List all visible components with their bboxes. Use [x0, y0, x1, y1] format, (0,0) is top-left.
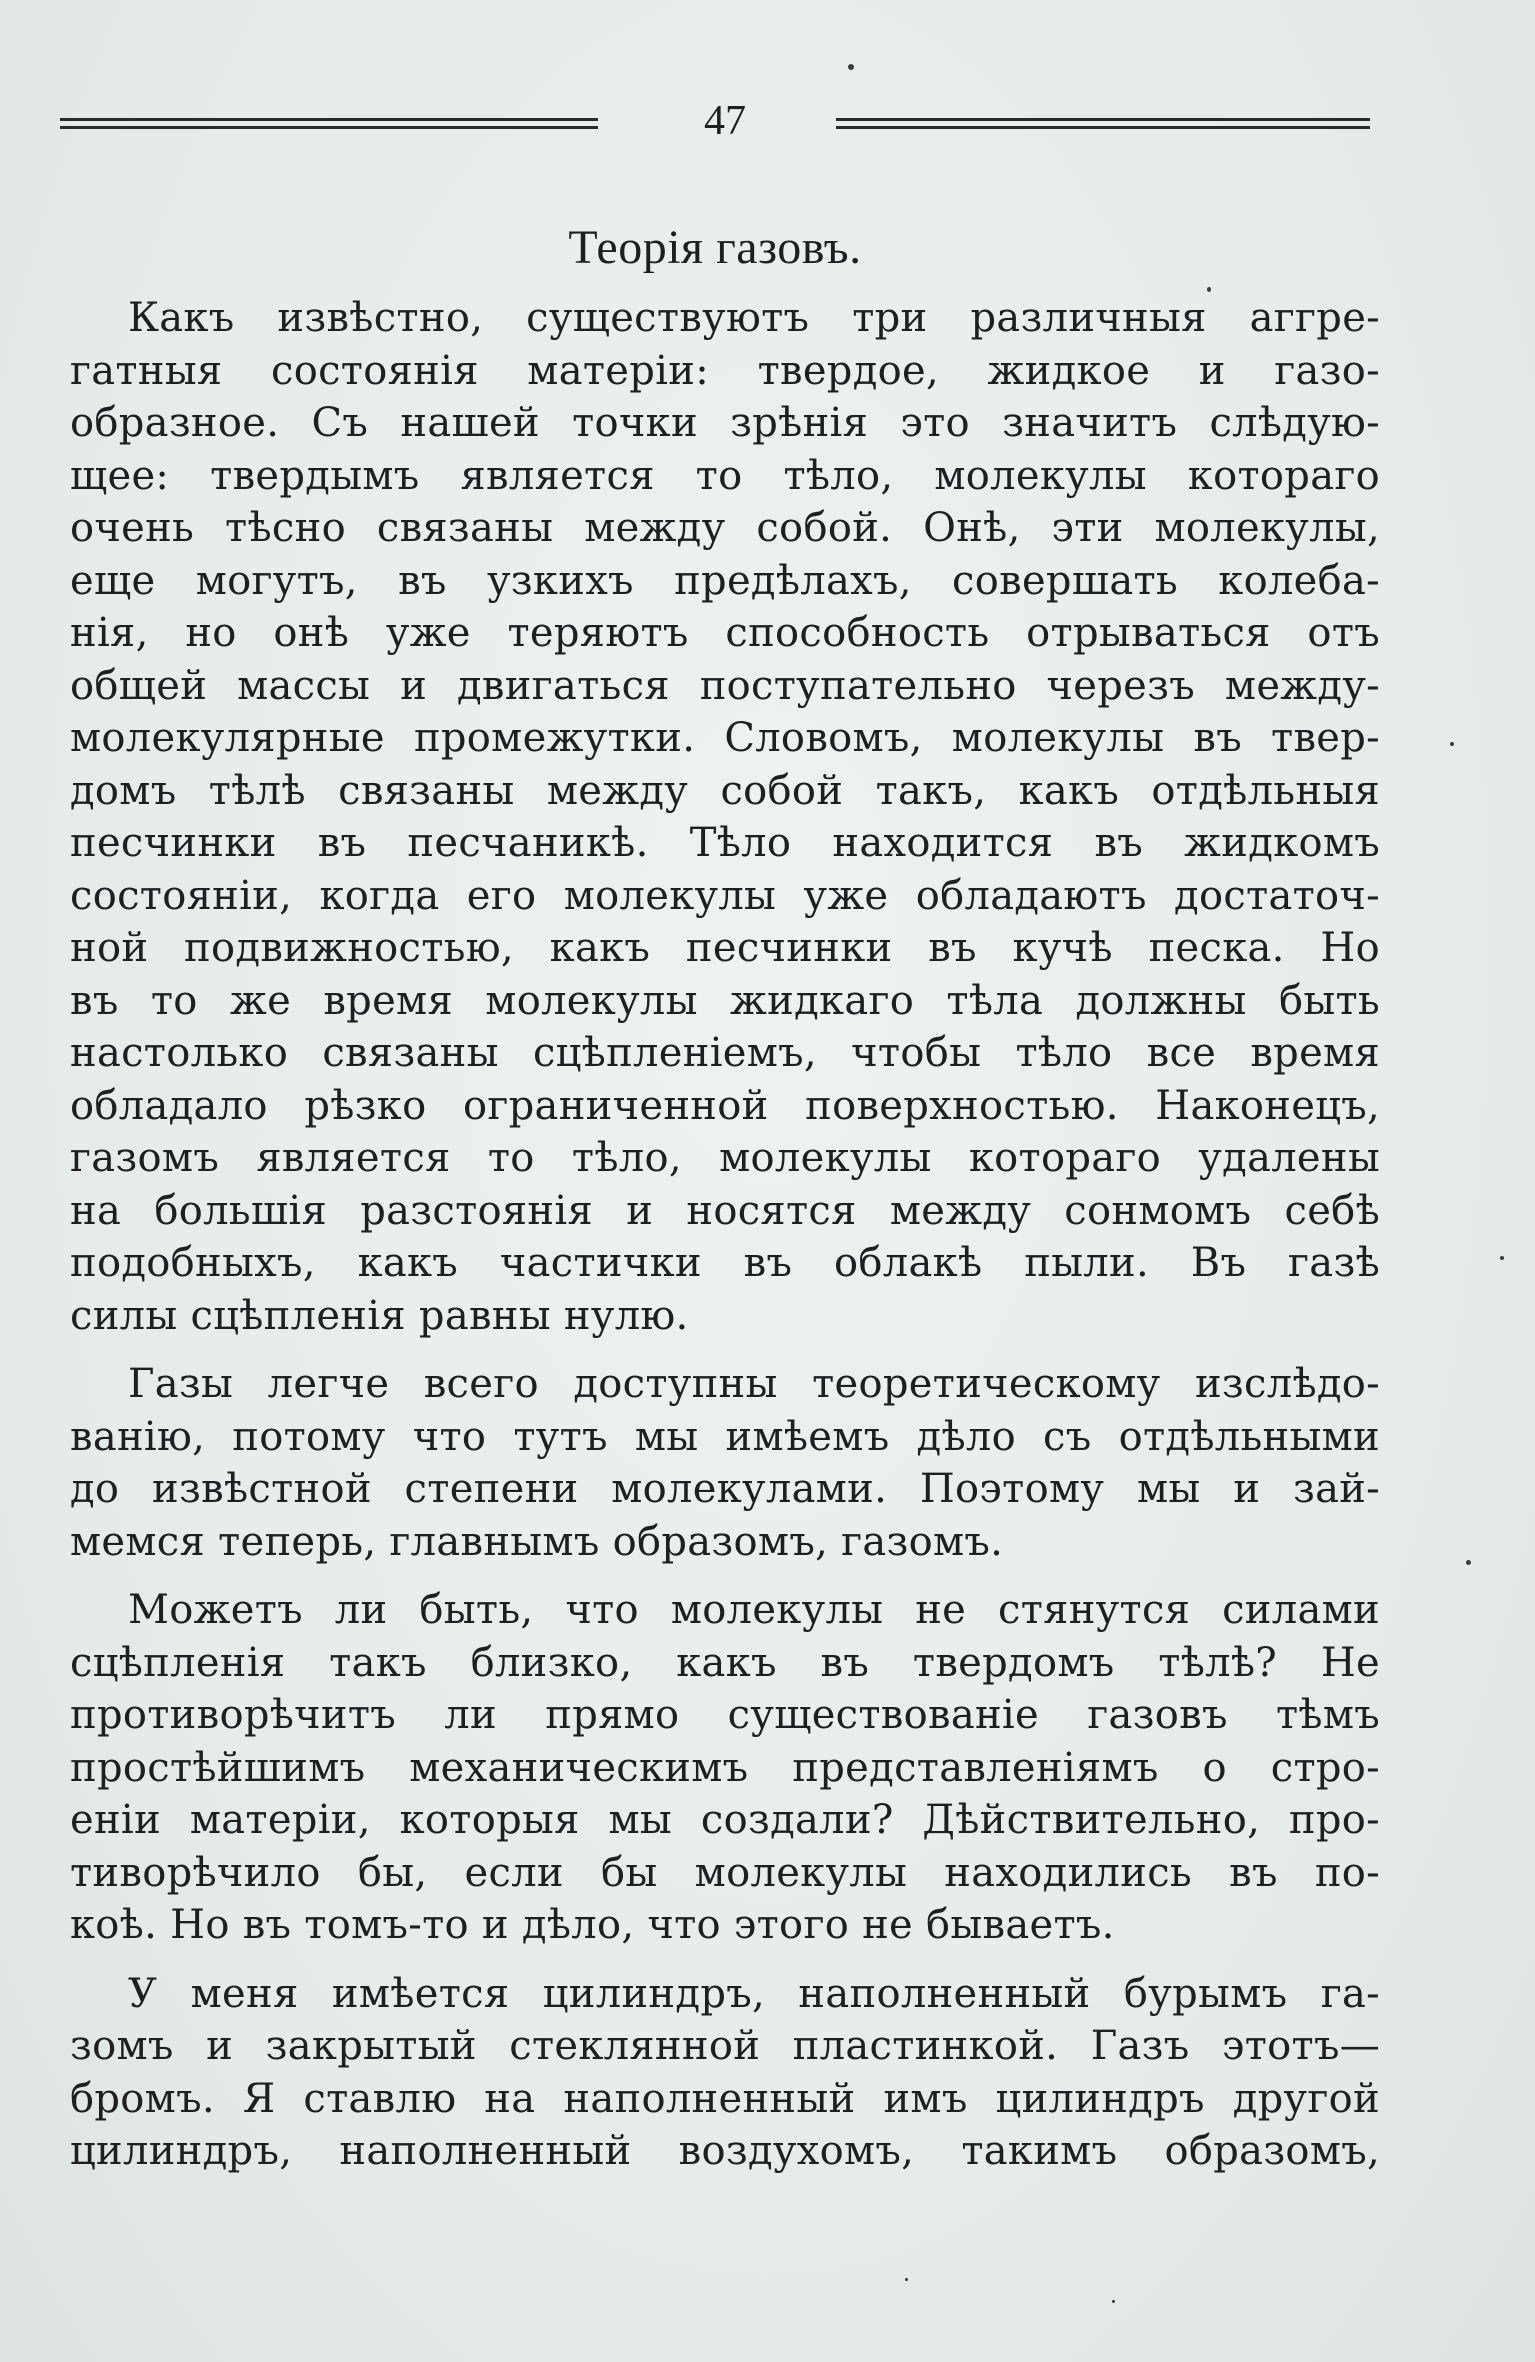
- text-line: ной подвижностью, какъ песчинки въ кучѣ песка. Но: [70, 925, 1380, 971]
- text-line: общей массы и двигаться поступательно черезъ между-: [70, 662, 1380, 709]
- paper-speck: [1450, 742, 1454, 746]
- text-line: газомъ является то тѣло, молекулы котораго удалены: [70, 1135, 1380, 1181]
- text-line: коѣ. Но въ томъ-то и дѣло, что этого не бываетъ.: [70, 1902, 1115, 1948]
- text-line: на большія разстоянія и носятся между сонмомъ себѣ: [70, 1187, 1380, 1234]
- text-line: простѣйшимъ механическимъ представленіямъ о стро-: [70, 1744, 1380, 1791]
- header-rule-left: [60, 118, 598, 121]
- text-line: гатныя состоянія матеріи: твердое, жидкое и газо-: [70, 347, 1380, 394]
- text-line: молекулярные промежутки. Словомъ, молекулы въ твер-: [70, 715, 1380, 761]
- paragraph-3: [70, 1584, 1380, 1952]
- text-line: силы сцѣпленія равны нулю.: [70, 1292, 689, 1339]
- text-line: до извѣстной степени молекулами. Поэтому мы и зай-: [70, 1466, 1380, 1512]
- text-line: бромъ. Я ставлю на наполненный имъ цилиндръ другой: [70, 2075, 1380, 2122]
- text-line: въ то же время молекулы жидкаго тѣла должны быть: [70, 977, 1380, 1024]
- chapter-title: Теорія газовъ.: [568, 221, 862, 274]
- text-line: домъ тѣлѣ связаны между собой такъ, какъ отдѣльныя: [70, 767, 1380, 814]
- paper-speck: [1466, 1560, 1471, 1565]
- paper-speck: [848, 64, 854, 70]
- paragraph-2: [70, 1358, 1380, 1568]
- text-line: Можетъ ли быть, что молекулы не стянутся силами: [128, 1587, 1380, 1633]
- paper-speck: [905, 2278, 908, 2281]
- text-line: образное. Съ нашей точки зрѣнія это значитъ слѣдую-: [70, 400, 1380, 446]
- text-line: настолько связаны сцѣпленіемъ, чтобы тѣло все время: [70, 1030, 1380, 1076]
- text-line: еніи матеріи, которыя мы создали? Дѣйствительно, про-: [70, 1797, 1380, 1843]
- paper-speck: [1112, 2300, 1115, 2303]
- text-line: очень тѣсно связаны между собой. Онѣ, эти молекулы,: [70, 505, 1380, 551]
- text-line: щее: твердымъ является то тѣло, молекулы котораго: [70, 452, 1380, 499]
- text-line: тиворѣчило бы, если бы молекулы находились въ по-: [70, 1849, 1380, 1896]
- page-header: [60, 96, 1370, 146]
- text-line: сцѣпленія такъ близко, какъ въ твердомъ тѣлѣ? Не: [70, 1639, 1380, 1686]
- paper-speck: [1500, 1256, 1504, 1260]
- text-line: цилиндръ, наполненный воздухомъ, такимъ образомъ,: [70, 2128, 1380, 2174]
- body-text: [70, 292, 1380, 2178]
- text-line: состояніи, когда его молекулы уже обладаютъ достаточ-: [70, 872, 1380, 919]
- header-rule-right: [836, 118, 1370, 121]
- text-line: ванію, потому что тутъ мы имѣемъ дѣло съ отдѣльными: [70, 1413, 1380, 1460]
- text-line: Какъ извѣстно, существуютъ три различныя aггре-: [128, 295, 1380, 341]
- text-line: нія, но онѣ уже теряютъ способность отрываться отъ: [70, 610, 1380, 656]
- text-line: мемся теперь, главнымъ образомъ, газомъ.: [70, 1518, 1004, 1565]
- text-line: зомъ и закрытый стеклянной пластинкой. Газъ этотъ—: [70, 2023, 1380, 2069]
- page-number: 47: [704, 98, 746, 144]
- text-line: песчинки въ песчаникѣ. Тѣло находится въ жидкомъ: [70, 820, 1380, 866]
- paragraph-1: [70, 292, 1380, 1342]
- text-line: обладало рѣзко ограниченной поверхностью. Наконецъ,: [70, 1082, 1380, 1129]
- text-line: еще могутъ, въ узкихъ предѣлахъ, совершать колеба-: [70, 557, 1380, 604]
- text-line: противорѣчитъ ли прямо существованіе газовъ тѣмъ: [70, 1692, 1380, 1738]
- paragraph-4: [70, 1968, 1380, 2178]
- text-line: У меня имѣется цилиндръ, наполненный бурымъ га-: [128, 1970, 1380, 2017]
- text-line: подобныхъ, какъ частички въ облакѣ пыли. Въ газѣ: [70, 1240, 1380, 1286]
- paper-speck: [1207, 287, 1211, 292]
- text-line: Газы легче всего доступны теоретическому изслѣдо-: [128, 1361, 1380, 1407]
